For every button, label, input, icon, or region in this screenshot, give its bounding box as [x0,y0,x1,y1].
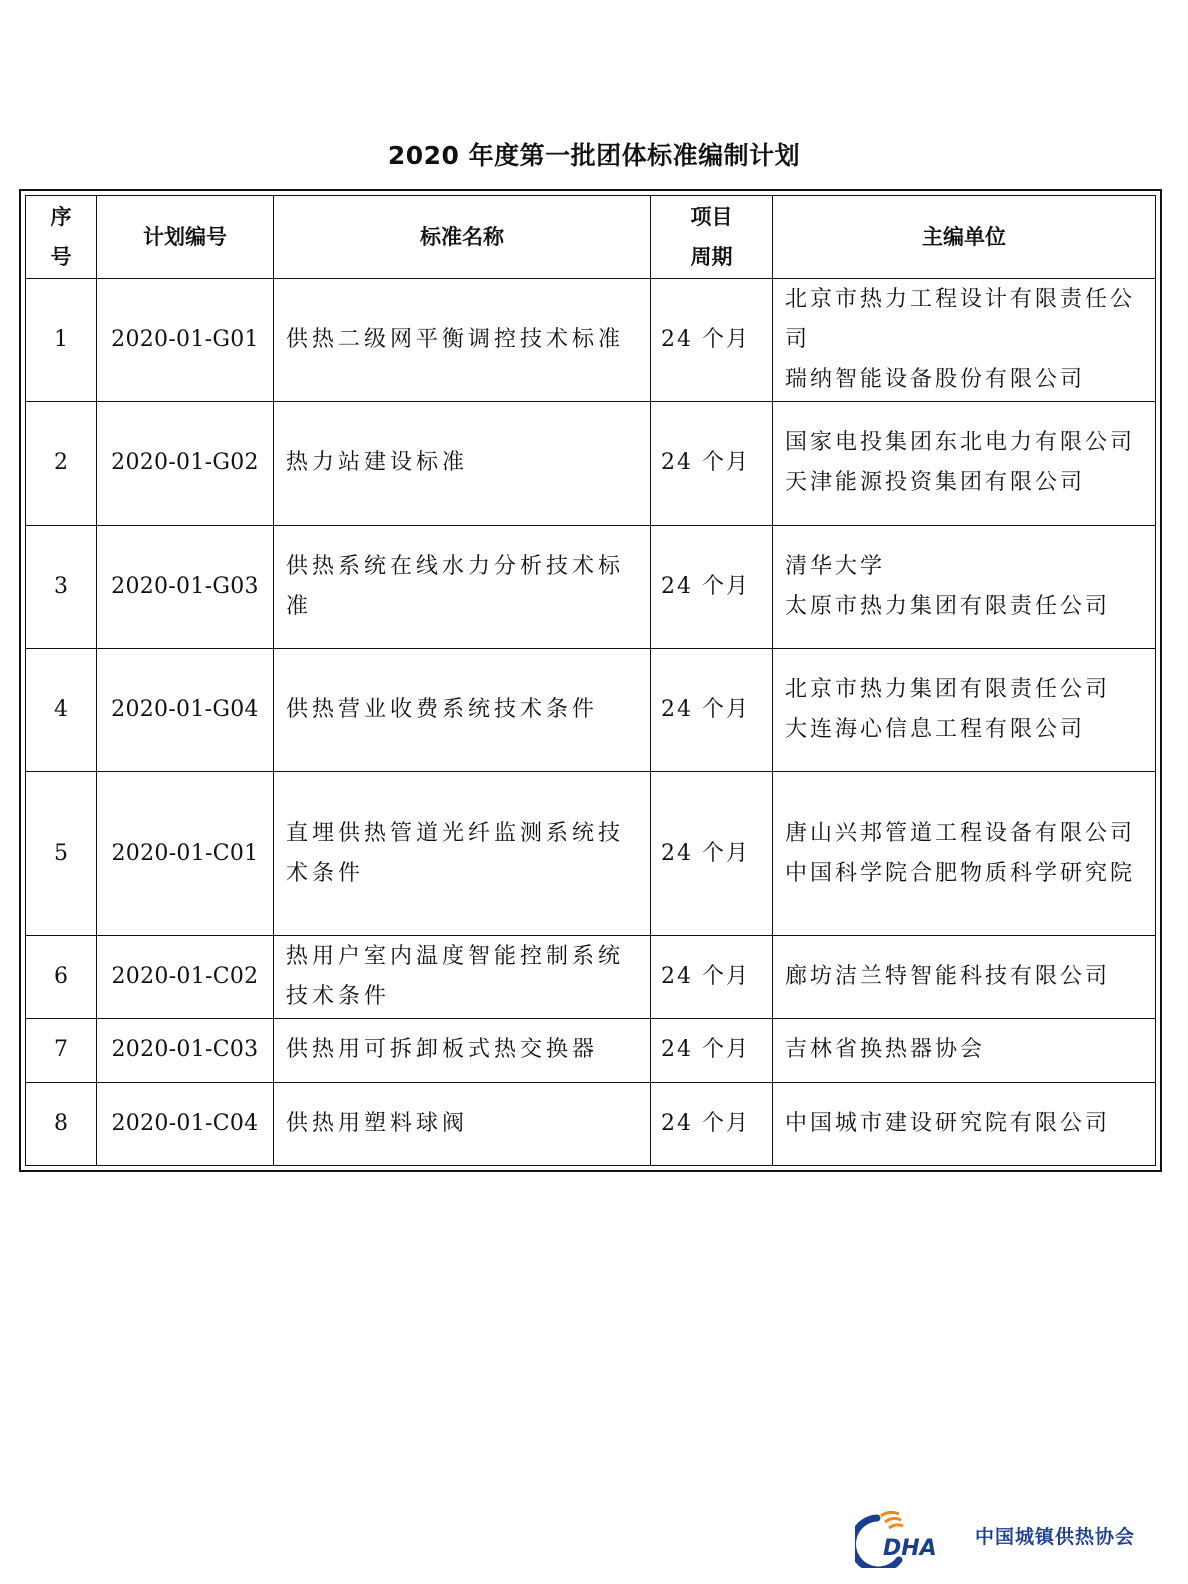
header-no [26,196,97,279]
row-number: 8 [26,1082,97,1165]
lead-organizations [773,279,1156,402]
lead-organizations [773,525,1156,648]
organization-name: 清华大学 [785,553,886,579]
lead-organizations [773,936,1156,1018]
organization-name: 北京市热力工程设计有限责任公司 [785,287,1136,353]
standard-name: 热用户室内温度智能控制系统技术条件 [274,936,651,1018]
plan-table-frame [19,189,1162,1172]
row-number: 2 [26,402,97,525]
row-number: 1 [26,279,97,402]
table-row [26,648,1156,771]
table-header-row [26,196,1156,279]
organization-name: 太原市热力集团有限责任公司 [785,593,1111,619]
plan-code: 2020-01-C03 [97,1018,274,1082]
standard-name: 供热二级网平衡调控技术标准 [274,279,651,402]
organization-name: 唐山兴邦管道工程设备有限公司 [785,820,1136,846]
cdha-logo [855,1508,1155,1568]
lead-organizations [773,402,1156,525]
header-no-line1: 序 [50,205,72,229]
page-title: 2020 年度第一批团体标准编制计划 [387,141,801,170]
standard-name: 供热系统在线水力分析技术标准 [274,525,651,648]
row-number: 7 [26,1018,97,1082]
project-cycle: 24 个月 [651,936,773,1018]
plan-code: 2020-01-C02 [97,936,274,1018]
table-row [26,1018,1156,1082]
organization-name: 天津能源投资集团有限公司 [785,470,1086,496]
header-no-line2: 号 [50,245,72,269]
plan-code: 2020-01-G01 [97,279,274,402]
organization-name: 瑞纳智能设备股份有限公司 [785,367,1086,393]
project-cycle: 24 个月 [651,279,773,402]
project-cycle: 24 个月 [651,1082,773,1165]
organization-name: 吉林省换热器协会 [785,1037,986,1063]
organization-name: 国家电投集团东北电力有限公司 [785,430,1136,456]
header-cycle [651,196,773,279]
row-number: 3 [26,525,97,648]
header-name: 标准名称 [274,196,651,279]
plan-table [25,195,1156,1166]
standard-name: 供热用可拆卸板式热交换器 [274,1018,651,1082]
lead-organizations [773,648,1156,771]
table-row [26,772,1156,936]
table-row [26,1082,1156,1165]
lead-organizations [773,1082,1156,1165]
project-cycle: 24 个月 [651,402,773,525]
lead-organizations [773,1018,1156,1082]
project-cycle: 24 个月 [651,648,773,771]
cdha-logo-mark-icon [855,1508,967,1568]
header-cycle-line1: 项目 [690,205,733,229]
project-cycle: 24 个月 [651,772,773,936]
row-number: 4 [26,648,97,771]
organization-name: 廊坊洁兰特智能科技有限公司 [785,964,1111,989]
table-row [26,936,1156,1018]
organization-name: 中国科学院合肥物质科学研究院 [785,860,1136,886]
plan-code: 2020-01-C04 [97,1082,274,1165]
table-row [26,402,1156,525]
table-body [26,279,1156,1166]
header-cycle-line2: 周期 [690,245,733,269]
organization-name: 中国城市建设研究院有限公司 [785,1110,1111,1136]
plan-code: 2020-01-C01 [97,772,274,936]
table-row [26,525,1156,648]
logo-mark-text: DHA [883,1536,937,1561]
plan-code: 2020-01-G02 [97,402,274,525]
table-row [26,279,1156,402]
organization-name: 北京市热力集团有限责任公司 [785,676,1111,702]
plan-code: 2020-01-G03 [97,525,274,648]
row-number: 6 [26,936,97,1018]
lead-organizations [773,772,1156,936]
header-code: 计划编号 [97,196,274,279]
standard-name: 供热营业收费系统技术条件 [274,648,651,771]
project-cycle: 24 个月 [651,525,773,648]
project-cycle: 24 个月 [651,1018,773,1082]
organization-name: 大连海心信息工程有限公司 [785,716,1086,742]
logo-org-name: 中国城镇供热协会 [975,1526,1136,1548]
header-org: 主编单位 [773,196,1156,279]
standard-name: 热力站建设标准 [274,402,651,525]
plan-code: 2020-01-G04 [97,648,274,771]
standard-name: 直埋供热管道光纤监测系统技术条件 [274,772,651,936]
row-number: 5 [26,772,97,936]
standard-name: 供热用塑料球阀 [274,1082,651,1165]
